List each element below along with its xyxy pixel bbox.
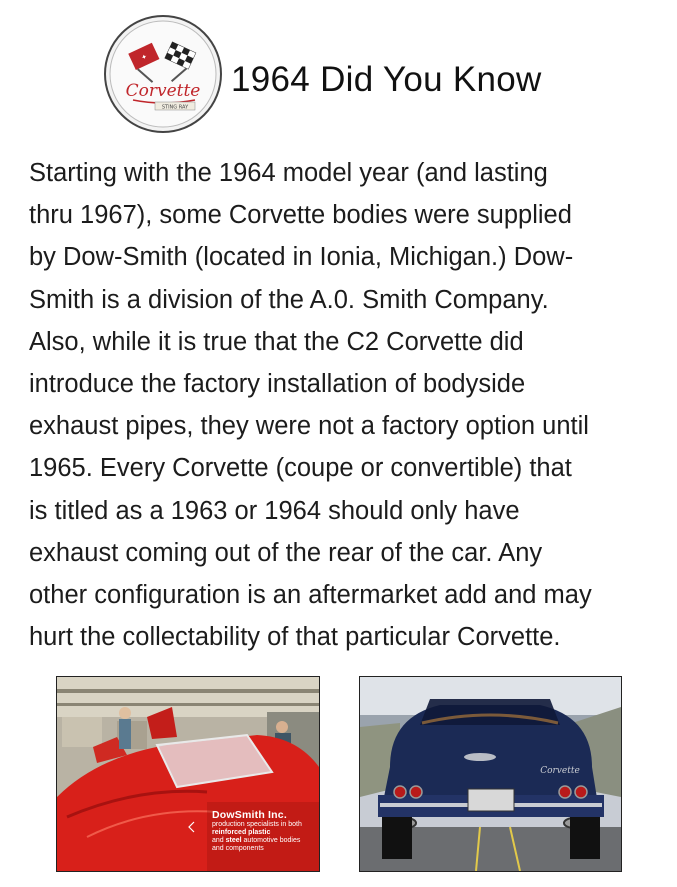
body-line: by Dow-Smith (located in Ionia, Michigan.) Dow- — [29, 243, 574, 272]
body-line: exhaust pipes, they were not a factory option until — [29, 412, 589, 441]
svg-text:✦: ✦ — [139, 52, 149, 63]
caption-pre: and — [212, 837, 226, 844]
body-line: Also, while it is true that the C2 Corvette did — [29, 327, 524, 356]
corvette-badge: Corvette — [540, 766, 580, 776]
body-line: introduce the factory installation of bodyside — [29, 370, 526, 399]
caption-line: production specialists in both — [212, 821, 302, 828]
dowsmith-brand: DowSmith Inc. — [212, 809, 287, 821]
corvette-logo — [103, 14, 223, 134]
caption-bold: reinforced plastic — [212, 829, 271, 836]
logo-script-text: Corvette — [125, 81, 201, 101]
caption-line: and components — [212, 845, 264, 852]
body-line: Starting with the 1964 model year (and lasting — [29, 159, 548, 187]
corvette-rear-photo — [359, 676, 622, 872]
caption-post: automotive bodies — [241, 837, 301, 844]
body-line: exhaust coming out of the rear of the car. Any — [29, 538, 543, 567]
body-line: thru 1967), some Corvette bodies were supplied — [29, 201, 572, 230]
body-line: 1965. Every Corvette (coupe or convertible) that — [29, 454, 572, 483]
body-paragraph — [29, 152, 665, 658]
caption-bold: steel — [225, 837, 242, 844]
body-line: other configuration is an aftermarket add and may — [29, 581, 592, 610]
dowsmith-factory-photo — [56, 676, 320, 872]
factory-photo-caption — [212, 809, 316, 853]
body-line: hurt the collectability of that particular Corvette. — [29, 623, 561, 652]
logo-sub-text: STING RAY — [161, 104, 189, 111]
body-line: Smith is a division of the A.0. Smith Company. — [29, 285, 549, 314]
header — [0, 0, 677, 140]
page-title: 1964 Did You Know — [231, 60, 542, 99]
body-line: is titled as a 1963 or 1964 should only have — [29, 496, 520, 525]
